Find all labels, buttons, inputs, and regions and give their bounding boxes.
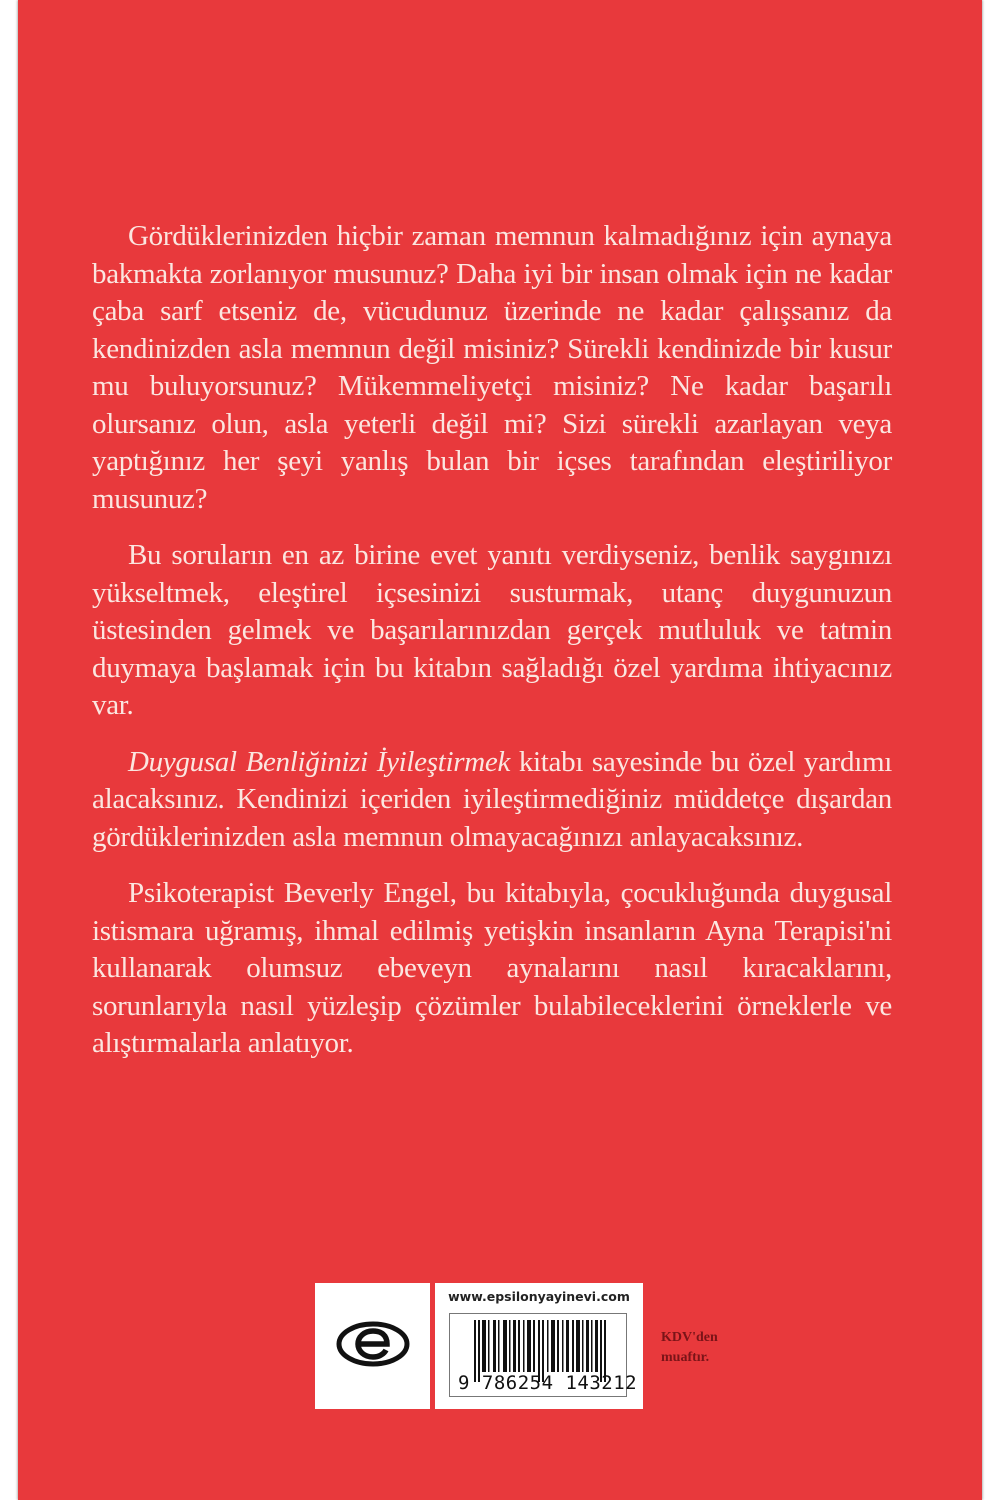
blurb-paragraph-1: Gördüklerinizden hiçbir zaman memnun kalmadığınız için aynaya bakmakta zorlanıyor musunuz? Daha iyi bir insan olmak için ne kadar çaba sarf etseniz de, vücudunuz üzerinde ne kadar çalışsanız da kendinizden asla memnun değil misiniz? Sürekli kendinizde bir kusur mu buluyorsunuz? Mükemmeliyetçi misiniz? Ne kadar başarılı olursanız olun, asla yeterli değil mi? Sizi sürekli azarlayan veya yaptığınız her şeyi yanlış bulan bir içses tarafından eleştiriliyor musunuz? — [92, 220, 892, 515]
publisher-logo-box — [315, 1283, 430, 1409]
blurb-paragraph-3 — [92, 744, 892, 857]
tax-note-line-2: muaftır. — [661, 1350, 710, 1365]
tax-exempt-note — [661, 1328, 718, 1368]
isbn-digits: 9 786254 143212 — [458, 1372, 638, 1394]
blurb-text — [92, 218, 892, 1082]
tax-note-line-1: KDV'den — [661, 1330, 718, 1345]
epsilon-logo-icon — [335, 1319, 411, 1369]
barcode-box — [435, 1283, 643, 1409]
publisher-website: www.epsilonyayinevi.com — [448, 1289, 630, 1304]
book-title-italic: Duygusal Benliğinizi İyileştirmek — [128, 745, 511, 778]
blurb-paragraph-4: Psikoterapist Beverly Engel, bu kitabıyla, çocukluğunda duygusal istismara uğramış, ihmal edilmiş yetişkin insanların Ayna Terapisi'ni kullanarak olumsuz ebeveyn aynalarını nasıl kıracaklarını, sorunlarıyla nasıl yüzleşip çözümler bulabileceklerini örneklerle ve alıştırmalarla anlatıyor. — [92, 877, 892, 1059]
barcode-frame — [449, 1313, 638, 1397]
blurb-paragraph-3-text: kitabı sayesinde bu özel yardımı alacaksınız. Kendinizi içeriden iyileştirmediğiniz müddetçe dışardan gördüklerinizden asla memnun olmayacağınızı anlayacaksınız. — [92, 745, 892, 853]
blurb-paragraph-2: Bu soruların en az birine evet yanıtı verdiyseniz, benlik saygınızı yükseltmek, eleştirel içsesinizi susturmak, utanç duygunuzun üstesinden gelmek ve başarılarınızdan gerçek mutluluk ve tatmin duymaya başlamak için bu kitabın sağladığı özel yardıma ihtiyacınız var. — [92, 539, 892, 721]
